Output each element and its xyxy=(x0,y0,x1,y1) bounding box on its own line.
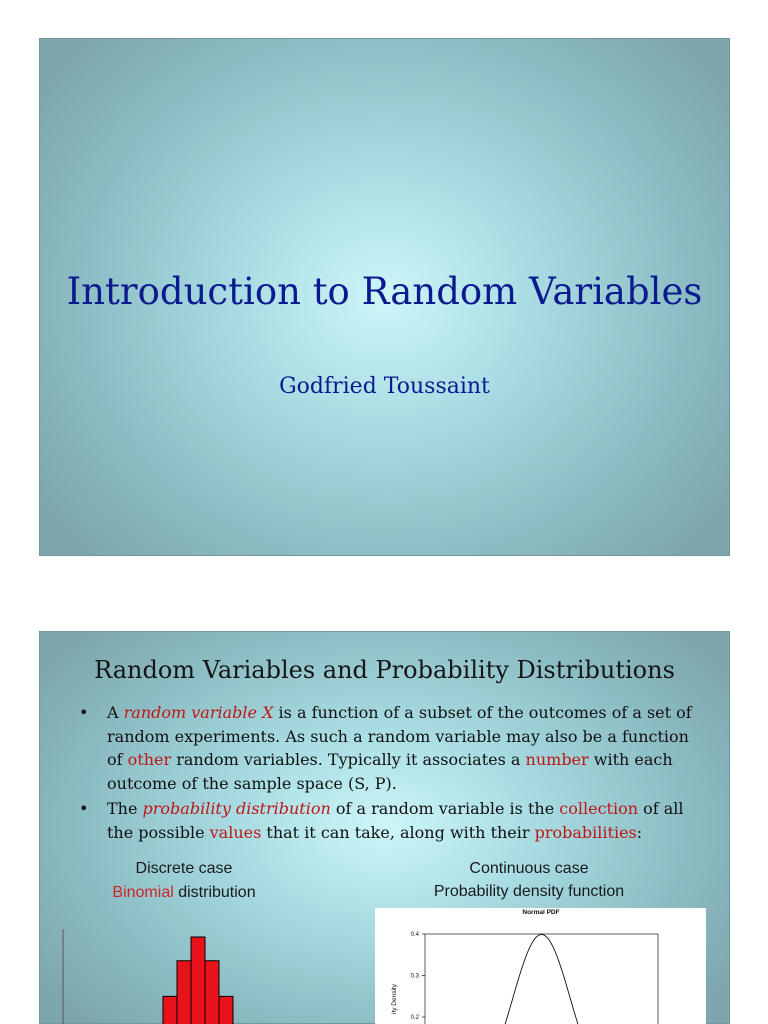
histogram-bar xyxy=(163,996,177,1024)
bullet-list xyxy=(79,701,709,846)
pdf-title: Normal PDF xyxy=(522,909,560,916)
slide-title: Introduction to Random Variables xyxy=(66,270,703,313)
pdf-y-label: ity Density xyxy=(391,984,398,1014)
text: of a random variable is the xyxy=(330,799,560,818)
slide-author: Godfried Toussaint xyxy=(279,374,490,399)
term-probabilities: probabilities xyxy=(534,822,637,842)
bullet-random-variable xyxy=(79,701,709,795)
term-number: number xyxy=(525,750,589,769)
text: random variables. Typically it associates a xyxy=(171,750,526,769)
term-probability-distribution: probability distribution xyxy=(142,799,331,818)
text: is a function of a subset of the outcomes of a set of random experiments. As such a random variable may also be a function of xyxy=(107,703,692,769)
continuous-subheading: Probability density function xyxy=(433,883,625,900)
bullet-probability-distribution xyxy=(79,797,709,844)
normal-pdf-chart xyxy=(375,908,706,1024)
histogram-bar xyxy=(191,937,205,1024)
pdf-plot-frame xyxy=(425,934,658,1024)
discrete-subheading xyxy=(94,884,274,902)
text: A xyxy=(107,703,124,722)
continuous-heading: Continuous case xyxy=(469,860,589,877)
pdf-curve xyxy=(495,934,588,1024)
text: The xyxy=(107,799,143,818)
pdf-y-tick-label: 0.2 xyxy=(410,1015,419,1021)
histogram-bar xyxy=(219,996,233,1024)
pdf-y-tick-label: 0.3 xyxy=(410,973,419,980)
term-collection: collection xyxy=(559,799,639,818)
distribution-word: distribution xyxy=(173,884,256,901)
text: with each outcome of the sample space (S, P). xyxy=(107,750,673,793)
discrete-heading: Discrete case xyxy=(135,860,233,877)
slide2-title: Random Variables and Probability Distributions xyxy=(94,656,675,684)
content-slide xyxy=(39,631,730,1024)
pdf-y-tick-label: 0.4 xyxy=(410,932,419,938)
histogram-bar xyxy=(205,961,219,1024)
binomial-word: Binomial xyxy=(112,884,174,901)
text: of all the possible xyxy=(107,799,684,842)
term-values: values xyxy=(209,822,262,842)
histogram-bar xyxy=(177,961,191,1024)
binomial-histogram xyxy=(39,921,339,1024)
term-random-variable: random variable X xyxy=(123,703,274,722)
text: that it can take, along with their xyxy=(261,822,535,842)
title-slide xyxy=(39,38,730,556)
text: : xyxy=(636,822,643,842)
term-other: other xyxy=(127,750,172,769)
